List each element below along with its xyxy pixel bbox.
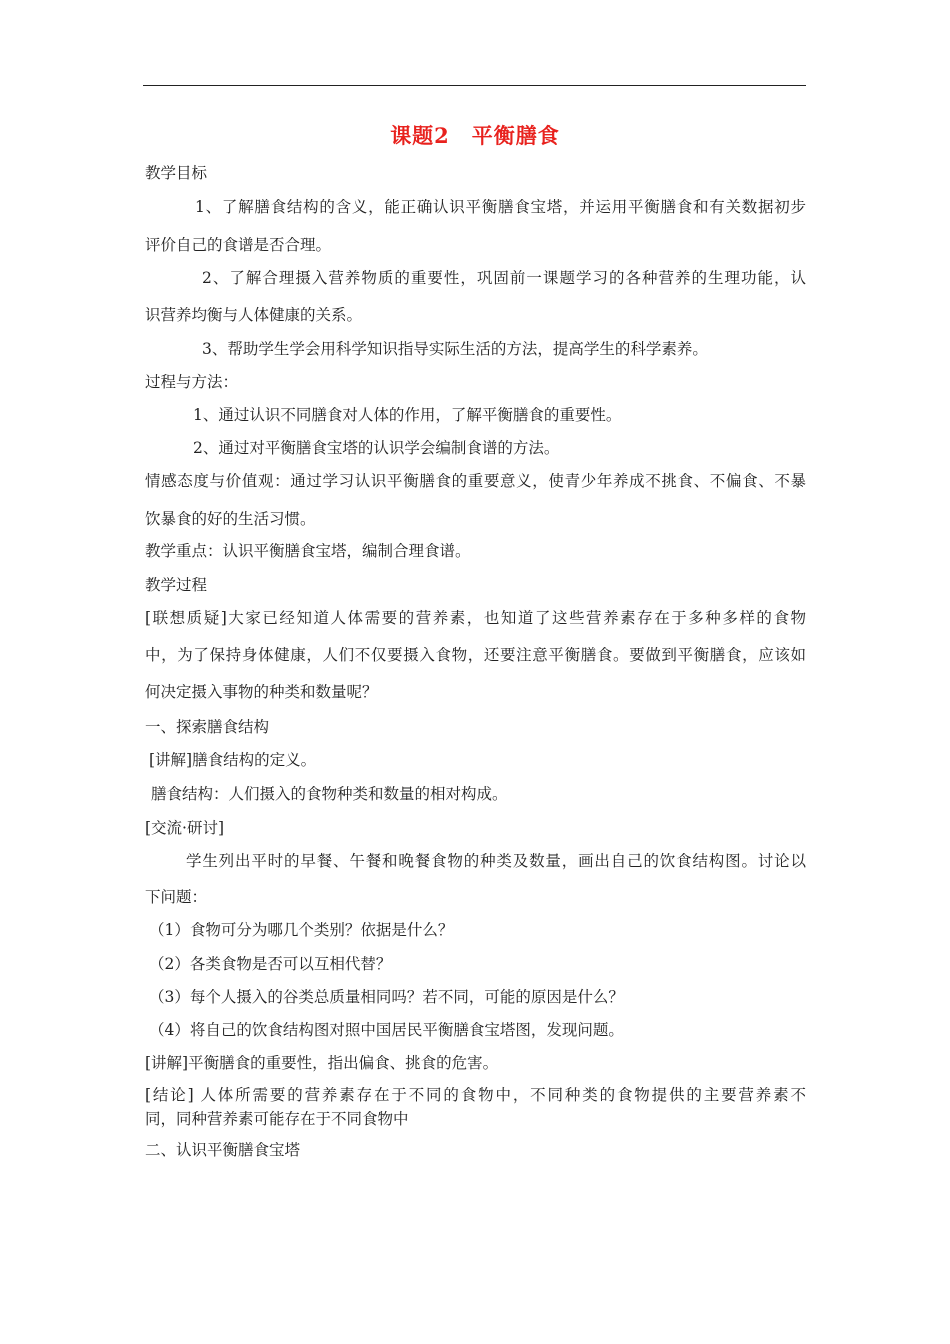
paragraph-line: 1、通过认识不同膳食对人体的作用，了解平衡膳食的重要性。: [193, 406, 622, 424]
paragraph-line: 3、帮助学生学会用科学知识指导实际生活的方法，提高学生的科学素养。: [202, 340, 708, 358]
heading-process-method: 过程与方法：: [145, 373, 239, 391]
paragraph-line: [讲解]膳食结构的定义。: [149, 751, 317, 769]
paragraph-line: 何决定摄入事物的种类和数量呢？: [145, 683, 378, 701]
section-heading-2: 二、认识平衡膳食宝塔: [145, 1141, 301, 1159]
paragraph-line: 膳食结构：人们摄入的食物种类和数量的相对构成。: [151, 785, 508, 803]
paragraph-line: [结论] 人体所需要的营养素存在于不同的食物中，不同种类的食物提供的主要营养素不: [145, 1086, 806, 1104]
paragraph-line: 学生列出平时的早餐、午餐和晚餐食物的种类及数量，画出自己的饮食结构图。讨论以: [186, 852, 806, 870]
key-points: 教学重点：认识平衡膳食宝塔，编制合理食谱。: [145, 542, 471, 560]
page-title: 课题2 平衡膳食: [390, 123, 560, 148]
paragraph-line: [讲解]平衡膳食的重要性，指出偏食、挑食的危害。: [145, 1054, 499, 1072]
question-item: （4）将自己的饮食结构图对照中国居民平衡膳食宝塔图，发现问题。: [149, 1021, 624, 1039]
heading-objectives: 教学目标: [145, 164, 208, 182]
question-item: （2）各类食物是否可以互相代替？: [149, 955, 392, 973]
question-item: （3）每个人摄入的谷类总质量相同吗？若不同，可能的原因是什么？: [149, 988, 624, 1006]
paragraph-line: 情感态度与价值观：通过学习认识平衡膳食的重要意义，使青少年养成不挑食、不偏食、不暴: [145, 472, 806, 490]
paragraph-line: 饮暴食的好的生活习惯。: [145, 510, 316, 528]
header-rule: [143, 85, 806, 86]
paragraph-line: 同，同种营养素可能存在于不同食物中: [145, 1110, 409, 1128]
section-heading-1: 一、探索膳食结构: [145, 718, 270, 736]
heading-teaching-process: 教学过程: [145, 576, 208, 594]
paragraph-line: 1、了解膳食结构的含义，能正确认识平衡膳食宝塔，并运用平衡膳食和有关数据初步: [195, 198, 806, 216]
paragraph-line: 2、通过对平衡膳食宝塔的认识学会编制食谱的方法。: [193, 439, 560, 457]
paragraph-line: 下问题：: [145, 888, 208, 906]
question-item: （1）食物可分为哪几个类别？依据是什么？: [149, 921, 454, 939]
paragraph-line: 中，为了保持身体健康，人们不仅要摄入食物，还要注意平衡膳食。要做到平衡膳食，应该如: [145, 646, 806, 664]
paragraph-line: [交流·研讨]: [145, 819, 225, 837]
paragraph-line: 评价自己的食谱是否合理。: [145, 236, 332, 254]
paragraph-line: 2、了解合理摄入营养物质的重要性，巩固前一课题学习的各种营养的生理功能，认: [202, 269, 806, 287]
paragraph-line: 识营养均衡与人体健康的关系。: [145, 306, 363, 324]
paragraph-line: [联想质疑]大家已经知道人体需要的营养素，也知道了这些营养素存在于多种多样的食物: [145, 609, 806, 627]
